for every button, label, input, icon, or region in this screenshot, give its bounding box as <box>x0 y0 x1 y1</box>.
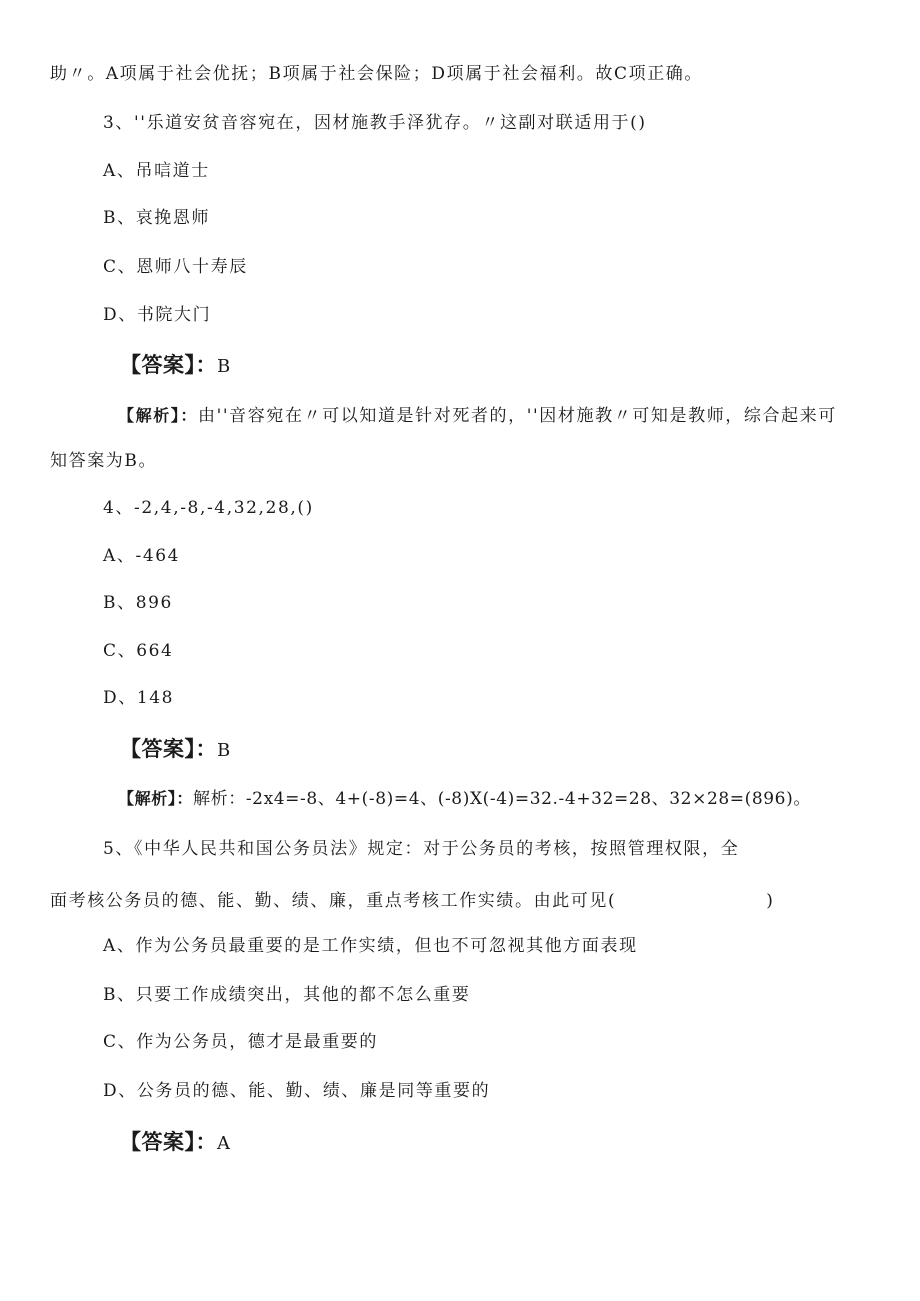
question-5-continued <box>50 890 774 912</box>
q4-analysis <box>118 788 811 810</box>
question-5: 5、《中华人民共和国公务员法》规定：对于公务员的考核，按照管理权限，全 <box>103 839 740 859</box>
q5-option-a: A、作为公务员最重要的是工作实绩，但也不可忽视其他方面表现 <box>103 936 638 956</box>
answer-value: A <box>217 1133 231 1154</box>
answer-value: B <box>217 356 231 377</box>
answer-label: 【答案】： <box>120 353 217 377</box>
prev-analysis-end: 助〃。A项属于社会优抚；B项属于社会保险；D项属于社会福利。故C项正确。 <box>50 64 704 84</box>
q5-answer <box>120 1128 231 1158</box>
q4-option-c: C、664 <box>103 641 174 661</box>
q3-option-a: A、吊唁道士 <box>103 161 210 181</box>
q5-option-d: D、公务员的德、能、勤、绩、廉是同等重要的 <box>103 1081 491 1101</box>
answer-label: 【答案】： <box>120 737 217 761</box>
question-4: 4、-2,4,-8,-4,32,28,() <box>103 498 314 518</box>
q4-option-d: D、148 <box>103 688 175 708</box>
q3-option-c: C、恩师八十寿辰 <box>103 257 248 277</box>
q5-option-c: C、作为公务员，德才是最重要的 <box>103 1032 379 1052</box>
q4-option-b: B、896 <box>103 593 173 613</box>
question-3: 3、''乐道安贫音容宛在，因材施教手泽犹存。〃这副对联适用于() <box>103 113 647 133</box>
q5-stem-text: 面考核公务员的德、能、勤、绩、廉，重点考核工作实绩。由此可见( <box>50 891 617 911</box>
analysis-text: 由''音容宛在〃可以知道是针对死者的，''因材施教〃可知是教师，综合起来可 <box>198 406 837 426</box>
q4-option-a: A、-464 <box>103 546 181 566</box>
q5-stem-close: ) <box>766 891 775 911</box>
answer-value: B <box>217 740 231 761</box>
answer-label: 【答案】： <box>120 1130 217 1154</box>
q5-option-b: B、只要工作成绩突出，其他的都不怎么重要 <box>103 985 471 1005</box>
q3-answer <box>120 351 231 381</box>
analysis-label: 【解析】： <box>118 789 194 808</box>
q3-option-d: D、书院大门 <box>103 305 212 325</box>
q3-option-b: B、哀挽恩师 <box>103 208 211 228</box>
q3-analysis <box>118 405 837 427</box>
analysis-text: 解析：-2x4=-8、4+(-8)=4、(-8)X(-4)=32.-4+32=28、32×28=(896)。 <box>193 789 811 809</box>
q4-answer <box>120 735 231 765</box>
analysis-label: 【解析】： <box>118 406 199 425</box>
q3-analysis-continued: 知答案为B。 <box>50 451 158 471</box>
